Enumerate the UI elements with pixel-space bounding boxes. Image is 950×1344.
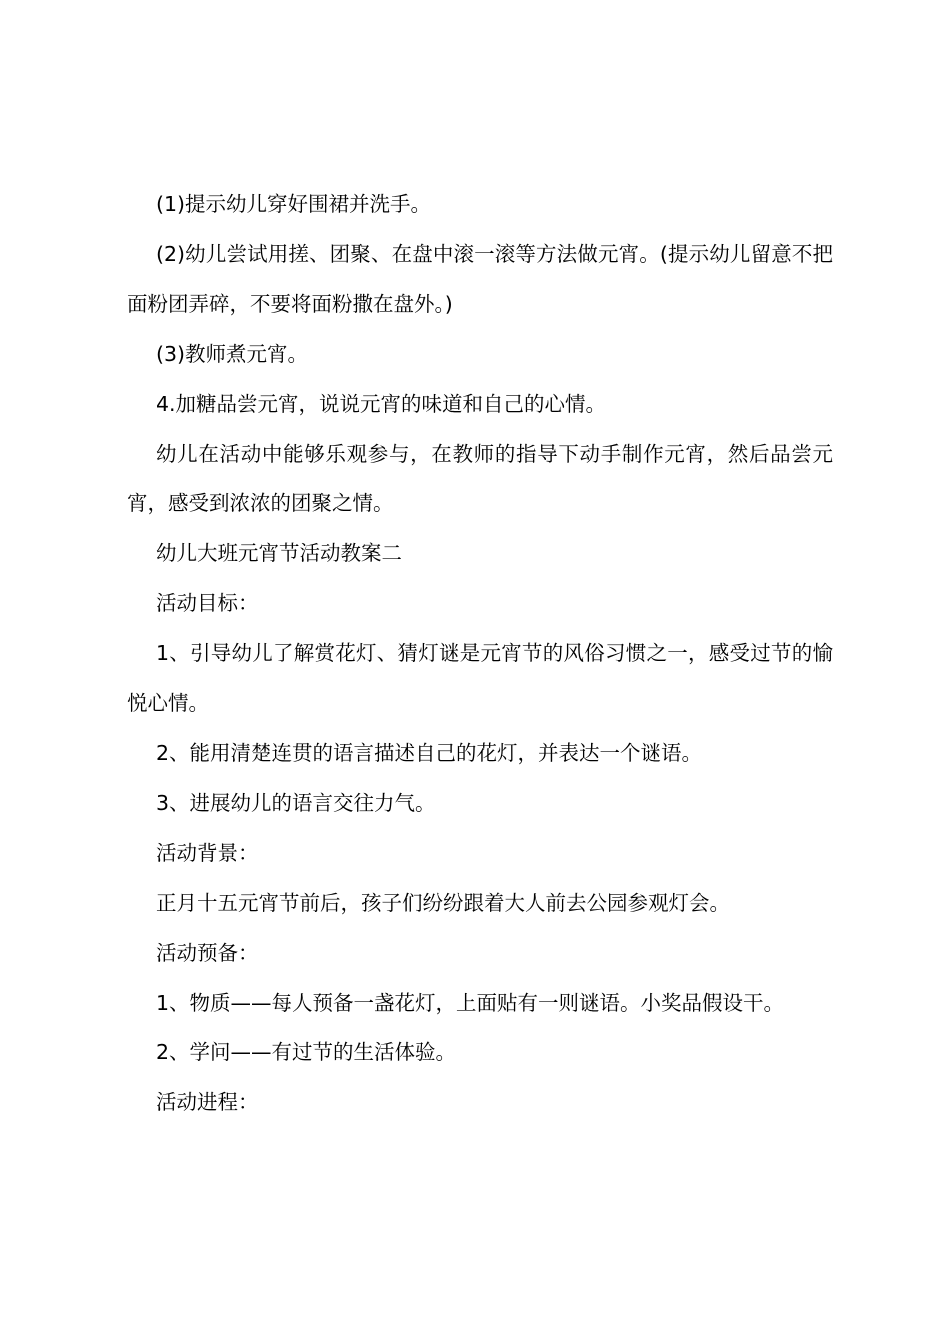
heading-process: 活动进程： [156,1090,259,1115]
heading-background: 活动背景： [156,840,259,865]
paragraph-step-4: 4.加糖品尝元宵，说说元宵的味道和自己的心情。 [156,391,607,416]
paragraph-step-2: (2)幼儿尝试用搓、团聚、在盘中滚一滚等方法做元宵。(提示幼儿留意不把面粉团弄碎，不要将面粉撒在盘外。) [127,241,833,316]
goal-item-2: 2、能用清楚连贯的语言描述自己的花灯，并表达一个谜语。 [156,740,703,765]
paragraph-summary: 幼儿在活动中能够乐观参与，在教师的指导下动手制作元宵，然后品尝元宵，感受到浓浓的团聚之情。 [127,441,833,516]
heading-preparation: 活动预备： [156,940,259,965]
goal-item-3: 3、进展幼儿的语言交往力气。 [156,790,436,815]
paragraph-step-1: (1)提示幼儿穿好围裙并洗手。 [156,192,432,216]
preparation-item-2: 2、学问——有过节的生活体验。 [156,1040,457,1065]
paragraph-step-3: (3)教师煮元宵。 [156,341,309,366]
preparation-item-1: 1、物质——每人预备一盏花灯，上面贴有一则谜语。小奖品假设干。 [156,990,785,1015]
section-title-plan-two: 幼儿大班元宵节活动教案二 [156,541,402,566]
document-page [127,180,833,1128]
heading-goals: 活动目标： [156,591,259,616]
goal-item-1: 1、引导幼儿了解赏花灯、猜灯谜是元宵节的风俗习惯之一，感受过节的愉悦心情。 [127,641,833,716]
background-text: 正月十五元宵节前后，孩子们纷纷跟着大人前去公园参观灯会。 [156,890,730,915]
